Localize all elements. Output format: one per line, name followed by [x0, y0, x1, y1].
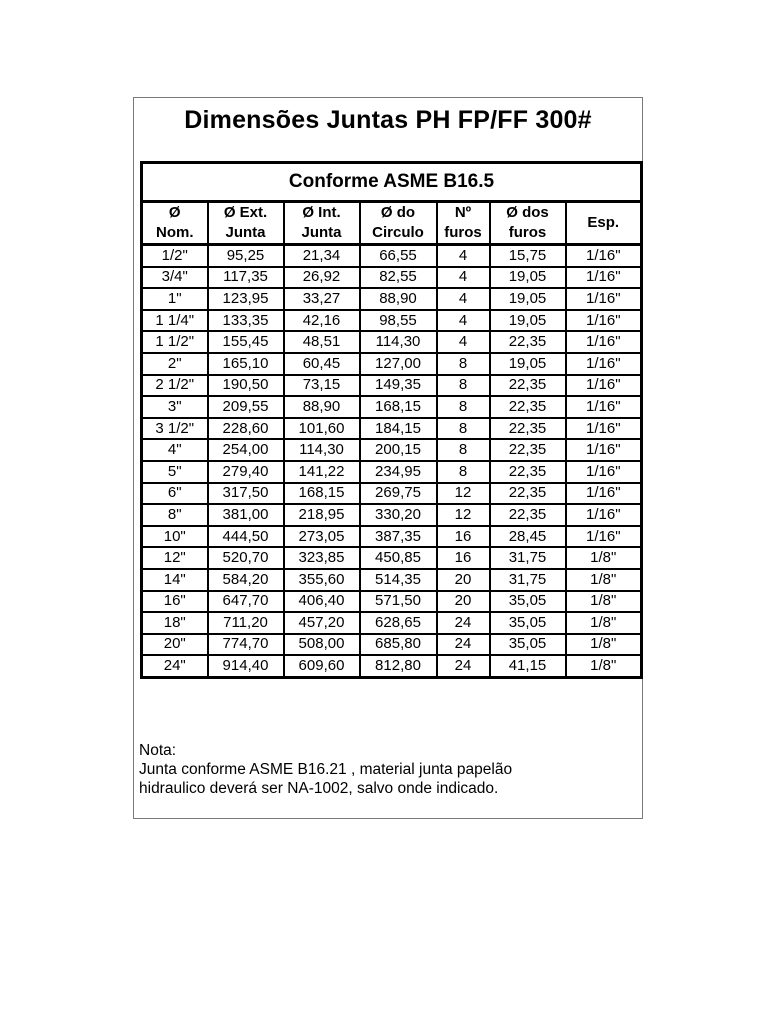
thickness-cell: 1/8" — [566, 612, 642, 634]
note-line: hidraulico deverá ser NA-1002, salvo onde indicado. — [139, 780, 499, 797]
inner-diameter-cell: 508,00 — [284, 634, 360, 656]
column-header-line: Circulo — [372, 224, 424, 241]
table-row — [142, 418, 642, 440]
inner-diameter-cell: 48,51 — [284, 331, 360, 353]
outer-diameter-cell: 444,50 — [208, 526, 284, 548]
hole-count-cell: 24 — [437, 655, 490, 677]
bolt-circle-cell: 82,55 — [360, 267, 437, 289]
table-row — [142, 569, 642, 591]
thickness-cell: 1/8" — [566, 547, 642, 569]
bolt-circle-cell: 571,50 — [360, 591, 437, 613]
hole-count-cell: 8 — [437, 396, 490, 418]
bolt-circle-cell: 149,35 — [360, 375, 437, 397]
inner-diameter-cell: 609,60 — [284, 655, 360, 677]
inner-diameter-cell: 168,15 — [284, 483, 360, 505]
hole-diameter-cell: 22,35 — [490, 504, 566, 526]
hole-diameter-cell: 19,05 — [490, 353, 566, 375]
table-row — [142, 288, 642, 310]
document-page — [133, 97, 643, 819]
thickness-cell: 1/16" — [566, 439, 642, 461]
inner-diameter-cell: 88,90 — [284, 396, 360, 418]
note-heading: Nota: — [139, 742, 177, 759]
bolt-circle-cell: 514,35 — [360, 569, 437, 591]
outer-diameter-cell: 117,35 — [208, 267, 284, 289]
column-header-outer-diameter — [208, 202, 284, 245]
table-row — [142, 504, 642, 526]
column-header-line: Nom. — [156, 224, 194, 241]
hole-diameter-cell: 22,35 — [490, 396, 566, 418]
nominal-cell: 18" — [142, 612, 208, 634]
bolt-circle-cell: 234,95 — [360, 461, 437, 483]
nominal-cell: 20" — [142, 634, 208, 656]
nominal-cell: 1 1/4" — [142, 310, 208, 332]
bolt-circle-cell: 269,75 — [360, 483, 437, 505]
hole-count-cell: 4 — [437, 310, 490, 332]
nominal-cell: 5" — [142, 461, 208, 483]
thickness-cell: 1/16" — [566, 504, 642, 526]
bolt-circle-cell: 200,15 — [360, 439, 437, 461]
column-header-line: Ø do — [380, 204, 416, 221]
nominal-cell: 24" — [142, 655, 208, 677]
hole-count-cell: 8 — [437, 418, 490, 440]
hole-count-cell: 20 — [437, 569, 490, 591]
hole-count-cell: 16 — [437, 526, 490, 548]
outer-diameter-cell: 317,50 — [208, 483, 284, 505]
outer-diameter-cell: 584,20 — [208, 569, 284, 591]
hole-diameter-cell: 41,15 — [490, 655, 566, 677]
table-row — [142, 439, 642, 461]
column-header-thickness — [566, 202, 642, 245]
hole-diameter-cell: 19,05 — [490, 267, 566, 289]
inner-diameter-cell: 60,45 — [284, 353, 360, 375]
thickness-cell: 1/16" — [566, 483, 642, 505]
thickness-cell: 1/8" — [566, 591, 642, 613]
inner-diameter-cell: 406,40 — [284, 591, 360, 613]
table-row — [142, 591, 642, 613]
hole-count-cell: 24 — [437, 634, 490, 656]
bolt-circle-cell: 387,35 — [360, 526, 437, 548]
table-row — [142, 655, 642, 677]
column-header-line: Junta — [225, 224, 266, 241]
thickness-cell: 1/16" — [566, 310, 642, 332]
column-header-inner-diameter — [284, 202, 360, 245]
bolt-circle-cell: 685,80 — [360, 634, 437, 656]
outer-diameter-cell: 254,00 — [208, 439, 284, 461]
nominal-cell: 3 1/2" — [142, 418, 208, 440]
inner-diameter-cell: 101,60 — [284, 418, 360, 440]
outer-diameter-cell: 209,55 — [208, 396, 284, 418]
hole-diameter-cell: 19,05 — [490, 310, 566, 332]
table-row — [142, 245, 642, 267]
outer-diameter-cell: 914,40 — [208, 655, 284, 677]
table-row — [142, 612, 642, 634]
inner-diameter-cell: 457,20 — [284, 612, 360, 634]
hole-count-cell: 4 — [437, 245, 490, 267]
hole-count-cell: 24 — [437, 612, 490, 634]
nominal-cell: 6" — [142, 483, 208, 505]
bolt-circle-cell: 812,80 — [360, 655, 437, 677]
thickness-cell: 1/8" — [566, 634, 642, 656]
hole-diameter-cell: 22,35 — [490, 439, 566, 461]
table-row — [142, 483, 642, 505]
bolt-circle-cell: 450,85 — [360, 547, 437, 569]
outer-diameter-cell: 228,60 — [208, 418, 284, 440]
nominal-cell: 12" — [142, 547, 208, 569]
outer-diameter-cell: 190,50 — [208, 375, 284, 397]
outer-diameter-cell: 165,10 — [208, 353, 284, 375]
thickness-cell: 1/8" — [566, 569, 642, 591]
hole-diameter-cell: 28,45 — [490, 526, 566, 548]
thickness-cell: 1/8" — [566, 655, 642, 677]
thickness-cell: 1/16" — [566, 461, 642, 483]
hole-count-cell: 4 — [437, 331, 490, 353]
table-caption: Conforme ASME B16.5 — [142, 163, 642, 202]
hole-diameter-cell: 22,35 — [490, 418, 566, 440]
hole-count-cell: 20 — [437, 591, 490, 613]
hole-count-cell: 12 — [437, 504, 490, 526]
inner-diameter-cell: 21,34 — [284, 245, 360, 267]
nominal-cell: 1 1/2" — [142, 331, 208, 353]
bolt-circle-cell: 330,20 — [360, 504, 437, 526]
inner-diameter-cell: 355,60 — [284, 569, 360, 591]
hole-diameter-cell: 31,75 — [490, 547, 566, 569]
inner-diameter-cell: 73,15 — [284, 375, 360, 397]
hole-count-cell: 8 — [437, 375, 490, 397]
note-block — [139, 741, 512, 798]
inner-diameter-cell: 141,22 — [284, 461, 360, 483]
nominal-cell: 4" — [142, 439, 208, 461]
table-caption-row — [142, 163, 642, 202]
column-header-hole-diameter — [490, 202, 566, 245]
table-row — [142, 353, 642, 375]
outer-diameter-cell: 774,70 — [208, 634, 284, 656]
thickness-cell: 1/16" — [566, 526, 642, 548]
hole-count-cell: 8 — [437, 439, 490, 461]
bolt-circle-cell: 98,55 — [360, 310, 437, 332]
hole-count-cell: 12 — [437, 483, 490, 505]
hole-count-cell: 8 — [437, 461, 490, 483]
nominal-cell: 8" — [142, 504, 208, 526]
table-body — [142, 245, 642, 678]
column-header-line: Ø — [168, 204, 181, 221]
table-row — [142, 375, 642, 397]
bolt-circle-cell: 114,30 — [360, 331, 437, 353]
bolt-circle-cell: 88,90 — [360, 288, 437, 310]
hole-diameter-cell: 22,35 — [490, 483, 566, 505]
table-row — [142, 310, 642, 332]
thickness-cell: 1/16" — [566, 418, 642, 440]
hole-count-cell: 16 — [437, 547, 490, 569]
column-header-line: Nº — [454, 204, 472, 221]
inner-diameter-cell: 42,16 — [284, 310, 360, 332]
table-row — [142, 396, 642, 418]
nominal-cell: 10" — [142, 526, 208, 548]
outer-diameter-cell: 123,95 — [208, 288, 284, 310]
thickness-cell: 1/16" — [566, 331, 642, 353]
table-row — [142, 547, 642, 569]
dimensions-table — [140, 161, 643, 679]
column-header-line: Ø Int. — [302, 204, 341, 221]
inner-diameter-cell: 114,30 — [284, 439, 360, 461]
column-header-line: Esp. — [587, 214, 620, 231]
table-row — [142, 267, 642, 289]
nominal-cell: 2" — [142, 353, 208, 375]
bolt-circle-cell: 184,15 — [360, 418, 437, 440]
outer-diameter-cell: 381,00 — [208, 504, 284, 526]
outer-diameter-cell: 279,40 — [208, 461, 284, 483]
outer-diameter-cell: 95,25 — [208, 245, 284, 267]
bolt-circle-cell: 628,65 — [360, 612, 437, 634]
hole-diameter-cell: 35,05 — [490, 612, 566, 634]
hole-count-cell: 4 — [437, 267, 490, 289]
outer-diameter-cell: 647,70 — [208, 591, 284, 613]
hole-count-cell: 8 — [437, 353, 490, 375]
hole-count-cell: 4 — [437, 288, 490, 310]
hole-diameter-cell: 19,05 — [490, 288, 566, 310]
nominal-cell: 1" — [142, 288, 208, 310]
nominal-cell: 2 1/2" — [142, 375, 208, 397]
inner-diameter-cell: 218,95 — [284, 504, 360, 526]
table-container — [140, 161, 640, 679]
column-header-hole-count — [437, 202, 490, 245]
bolt-circle-cell: 127,00 — [360, 353, 437, 375]
inner-diameter-cell: 26,92 — [284, 267, 360, 289]
column-header-line: furos — [508, 224, 547, 241]
column-header-line: furos — [444, 224, 482, 241]
inner-diameter-cell: 323,85 — [284, 547, 360, 569]
thickness-cell: 1/16" — [566, 245, 642, 267]
document-title: Dimensões Juntas PH FP/FF 300# — [184, 106, 592, 134]
thickness-cell: 1/16" — [566, 353, 642, 375]
hole-diameter-cell: 35,05 — [490, 591, 566, 613]
outer-diameter-cell: 711,20 — [208, 612, 284, 634]
outer-diameter-cell: 520,70 — [208, 547, 284, 569]
thickness-cell: 1/16" — [566, 267, 642, 289]
thickness-cell: 1/16" — [566, 396, 642, 418]
hole-diameter-cell: 35,05 — [490, 634, 566, 656]
bolt-circle-cell: 168,15 — [360, 396, 437, 418]
table-header-row — [142, 202, 642, 245]
table-row — [142, 634, 642, 656]
hole-diameter-cell: 15,75 — [490, 245, 566, 267]
nominal-cell: 14" — [142, 569, 208, 591]
inner-diameter-cell: 273,05 — [284, 526, 360, 548]
column-header-bolt-circle — [360, 202, 437, 245]
nominal-cell: 16" — [142, 591, 208, 613]
nominal-cell: 3/4" — [142, 267, 208, 289]
thickness-cell: 1/16" — [566, 375, 642, 397]
note-line: Junta conforme ASME B16.21 , material junta papelão — [139, 761, 513, 778]
nominal-cell: 1/2" — [142, 245, 208, 267]
outer-diameter-cell: 133,35 — [208, 310, 284, 332]
inner-diameter-cell: 33,27 — [284, 288, 360, 310]
hole-diameter-cell: 31,75 — [490, 569, 566, 591]
column-header-line: Junta — [301, 224, 342, 241]
column-header-nominal — [142, 202, 208, 245]
table-row — [142, 526, 642, 548]
bolt-circle-cell: 66,55 — [360, 245, 437, 267]
outer-diameter-cell: 155,45 — [208, 331, 284, 353]
table-row — [142, 331, 642, 353]
table-row — [142, 461, 642, 483]
thickness-cell: 1/16" — [566, 288, 642, 310]
nominal-cell: 3" — [142, 396, 208, 418]
hole-diameter-cell: 22,35 — [490, 375, 566, 397]
hole-diameter-cell: 22,35 — [490, 461, 566, 483]
column-header-line: Ø Ext. — [223, 204, 268, 221]
column-header-line: Ø dos — [506, 204, 549, 221]
hole-diameter-cell: 22,35 — [490, 331, 566, 353]
